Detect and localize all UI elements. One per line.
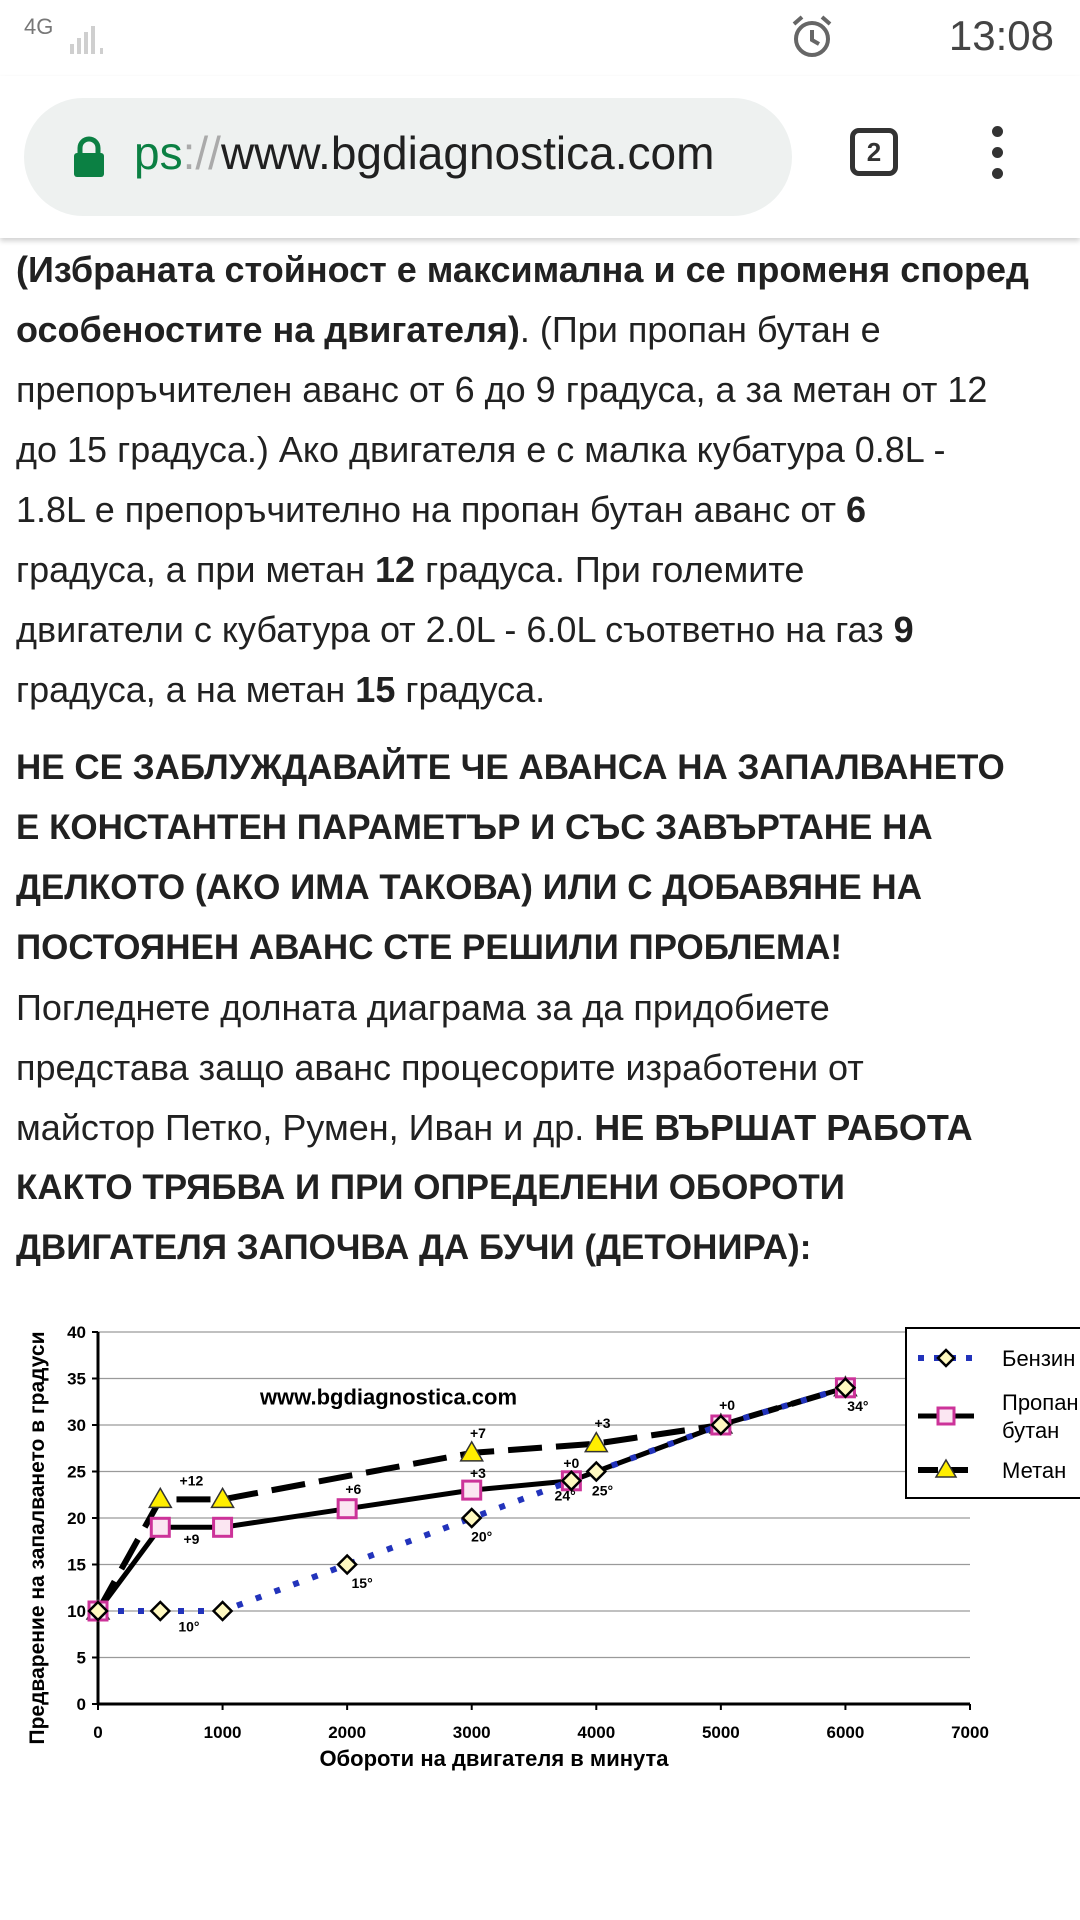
x-tick-label: 1000 (203, 1723, 242, 1742)
x-axis-label: Обороти на двигателя в минута (319, 1746, 669, 1771)
y-tick-label: 5 (76, 1648, 86, 1668)
legend-label: бутан (1002, 1418, 1060, 1443)
paragraph-diagram-intro: Погледнете долната диаграма за да придобиете представа защо аванс процесорите изработени от майстор Петко, Румен, Иван и др. НЕ ВЪРШАТ РАБОТА КАКТО ТРЯБВА И ПРИ ОПРЕДЕЛЕНИ ОБОРОТИ ДВИГАТЕЛЯ ЗАПОЧВА ДА БУЧИ (ДЕТОНИРА): (16, 987, 973, 1267)
data-annotation: +0 (719, 1397, 736, 1414)
address-bar[interactable] (24, 98, 792, 216)
y-tick-label: 0 (76, 1695, 86, 1714)
x-tick-label: 4000 (577, 1723, 616, 1742)
data-annotation: +12 (179, 1472, 204, 1489)
legend-label: Пропан (1002, 1390, 1079, 1415)
clock: 13:08 (948, 12, 1054, 59)
article-content (16, 240, 1080, 1920)
network-indicator: 4G (24, 14, 54, 39)
status-bar (0, 0, 1080, 76)
legend-label: Метан (1002, 1458, 1067, 1483)
tab-switcher-button[interactable]: 2 (850, 128, 898, 176)
ignition-advance-chart (16, 1310, 1080, 1920)
point-propan (338, 1500, 356, 1518)
data-annotation: 15° (351, 1574, 373, 1591)
data-annotation: +9 (183, 1531, 200, 1548)
x-tick-label: 7000 (951, 1723, 989, 1742)
x-tick-label: 0 (93, 1723, 103, 1742)
legend-label: Бензин (1002, 1346, 1076, 1371)
y-tick-label: 15 (67, 1555, 86, 1575)
data-annotation: 24° (554, 1487, 576, 1504)
x-tick-label: 2000 (328, 1723, 367, 1742)
data-annotation: 34° (847, 1398, 869, 1415)
overflow-menu-icon[interactable] (980, 126, 1014, 186)
paragraph-advance: (Избраната стойност е максимална и се променя според особеностите на двигателя). (При пропан бутан е препоръчителен аванс от 6 до 9 градуса, а за метан от 12 до 15 градуса.) Ако двигателя е с малка кубатура 0.8L - 1.8L е препоръчително на пропан бутан аванс от 6 градуса, а при метан 12 градуса. При големите двигатели с кубатура от 2.0L - 6.0L съответно на газ 9 градуса, а на метан 15 градуса. (16, 249, 1029, 710)
y-tick-label: 30 (67, 1416, 86, 1435)
data-annotation: 20° (471, 1528, 493, 1545)
alarm-clock-icon (790, 14, 834, 60)
y-axis-label: Предварение на запалването в градуси (26, 1331, 49, 1745)
warning-heading: НЕ СЕ ЗАБЛУЖДАВАЙТЕ ЧЕ АВАНСА НА ЗАПАЛВАНЕТО Е КОНСТАНТЕН ПАРАМЕТЪР И СЪС ЗАВЪРТАНЕ НА ДЕЛКОТО (АКО ИМА ТАКОВА) ИЛИ С ДОБАВЯНЕ НА ПОСТОЯНЕН АВАНС СТЕ РЕШИЛИ ПРОБЛЕМА! (16, 748, 1005, 967)
data-annotation: +3 (594, 1414, 611, 1431)
data-annotation: +3 (469, 1465, 486, 1482)
y-tick-label: 10 (67, 1602, 86, 1621)
y-tick-label: 20 (67, 1509, 86, 1528)
y-tick-label: 25 (67, 1462, 86, 1482)
legend-marker (938, 1408, 954, 1424)
signal-icon (70, 26, 104, 54)
data-annotation: 10° (178, 1618, 200, 1635)
url-text[interactable]: ps://www.bgdiagnostica.com (134, 127, 715, 179)
data-annotation: 25° (591, 1482, 614, 1499)
data-annotation: +6 (345, 1480, 362, 1497)
data-annotation: +0 (563, 1454, 580, 1471)
data-annotation: +7 (469, 1425, 486, 1442)
point-propan (463, 1481, 481, 1499)
browser-toolbar (0, 76, 1080, 238)
y-tick-label: 40 (67, 1323, 86, 1342)
point-propan (214, 1518, 232, 1536)
chart-watermark: www.bgdiagnostica.com (259, 1384, 518, 1410)
x-tick-label: 5000 (701, 1723, 740, 1742)
lock-icon (72, 136, 106, 178)
point-propan (151, 1518, 169, 1536)
y-tick-label: 35 (67, 1369, 86, 1389)
x-tick-label: 3000 (452, 1723, 491, 1742)
x-tick-label: 6000 (826, 1723, 865, 1742)
